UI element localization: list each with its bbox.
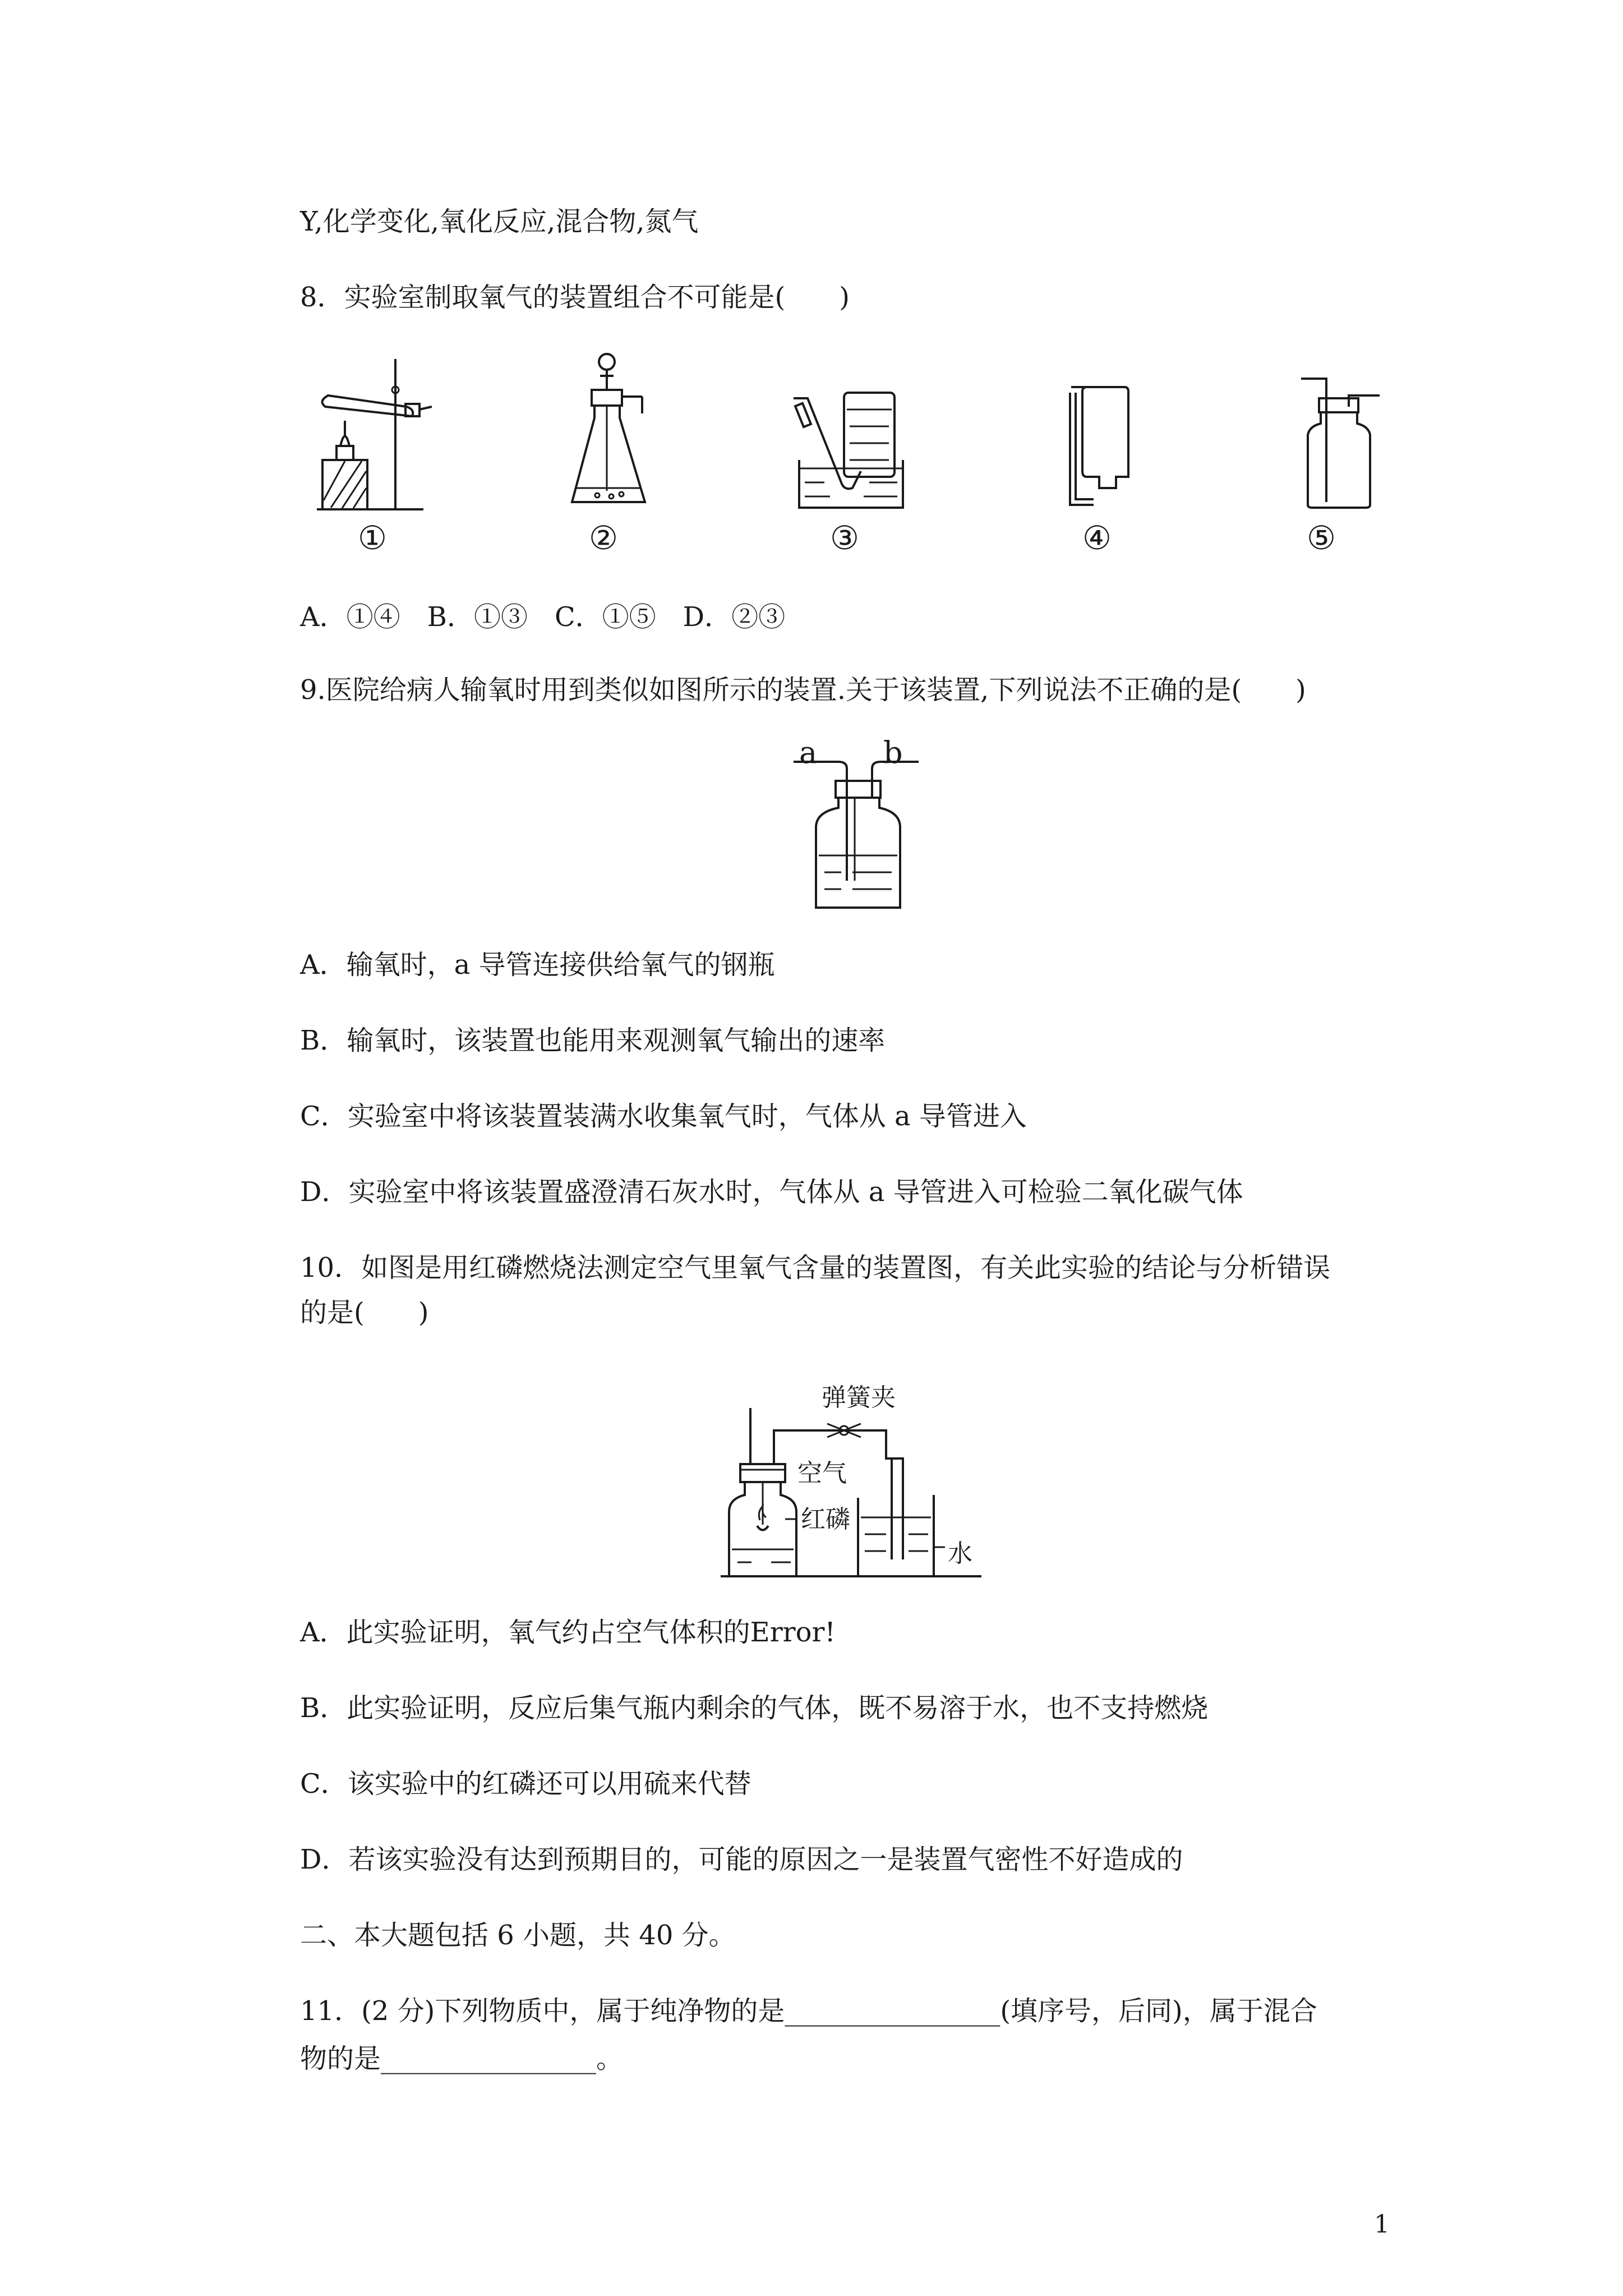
question-10-option-c: C．该实验中的红磷还可以用硫来代替 xyxy=(300,1768,751,1800)
page-number: 1 xyxy=(1374,2210,1390,2239)
apparatus-2-figure xyxy=(566,351,651,513)
air-label: 空气 xyxy=(797,1459,847,1488)
question-10-phosphorus-apparatus xyxy=(718,1402,987,1582)
question-10-stem-line1: 10．如图是用红磷燃烧法测定空气里氧气含量的装置图，有关此实验的结论与分析错误 xyxy=(300,1252,1331,1283)
apparatus-5-figure xyxy=(1295,373,1385,513)
question-11-line1: 11．(2 分)下列物质中，属于纯净物的是________________(填序号，后同)，属于混合 xyxy=(300,1995,1317,2027)
intro-answer-line: Y,化学变化,氧化反应,混合物,氮气 xyxy=(300,206,699,237)
question-9-bottle-figure xyxy=(791,746,920,914)
question-10-option-d: D．若该实验没有达到预期目的，可能的原因之一是装置气密性不好造成的 xyxy=(300,1844,1183,1875)
apparatus-4-figure xyxy=(1060,381,1138,510)
spring-clamp-label: 弹簧夹 xyxy=(822,1383,896,1412)
apparatus-3-figure xyxy=(791,387,909,516)
question-8-options: A．①④ B．①③ C．①⑤ D．②③ xyxy=(300,601,786,633)
red-phosphorus-label: 红磷 xyxy=(801,1505,850,1534)
apparatus-label-5: ⑤ xyxy=(1307,519,1336,557)
question-9-option-c: C．实验室中将该装置装满水收集氧气时，气体从 a 导管进入 xyxy=(300,1101,1027,1132)
apparatus-label-3: ③ xyxy=(830,519,859,557)
question-10-option-b: B．此实验证明，反应后集气瓶内剩余的气体，既不易溶于水，也不支持燃烧 xyxy=(300,1692,1209,1724)
tube-a-label: a xyxy=(799,735,818,770)
question-9-option-d: D．实验室中将该装置盛澄清石灰水时，气体从 a 导管进入可检验二氧化碳气体 xyxy=(300,1176,1243,1208)
tube-b-label: b xyxy=(883,735,903,770)
apparatus-label-1: ① xyxy=(358,519,387,557)
apparatus-1-figure xyxy=(311,353,440,516)
question-9-option-b: B．输氧时，该装置也能用来观测氧气输出的速率 xyxy=(300,1025,886,1056)
water-label: 水 xyxy=(948,1539,972,1568)
question-9-stem: 9.医院给病人输氧时用到类似如图所示的装置.关于该装置,下列说法不正确的是( ) xyxy=(300,674,1306,706)
apparatus-label-2: ② xyxy=(589,519,618,557)
question-9-option-a: A．输氧时，a 导管连接供给氧气的钢瓶 xyxy=(300,949,775,981)
question-10-option-a: A．此实验证明，氧气约占空气体积的Error! xyxy=(300,1617,836,1648)
apparatus-label-4: ④ xyxy=(1082,519,1112,557)
question-11-line2: 物的是________________。 xyxy=(300,2043,624,2074)
section-2-heading: 二、本大题包括 6 小题，共 40 分。 xyxy=(300,1920,736,1951)
question-10-stem-line2: 的是( ) xyxy=(300,1297,429,1328)
question-8-stem: 8．实验室制取氧气的装置组合不可能是( ) xyxy=(300,282,850,313)
